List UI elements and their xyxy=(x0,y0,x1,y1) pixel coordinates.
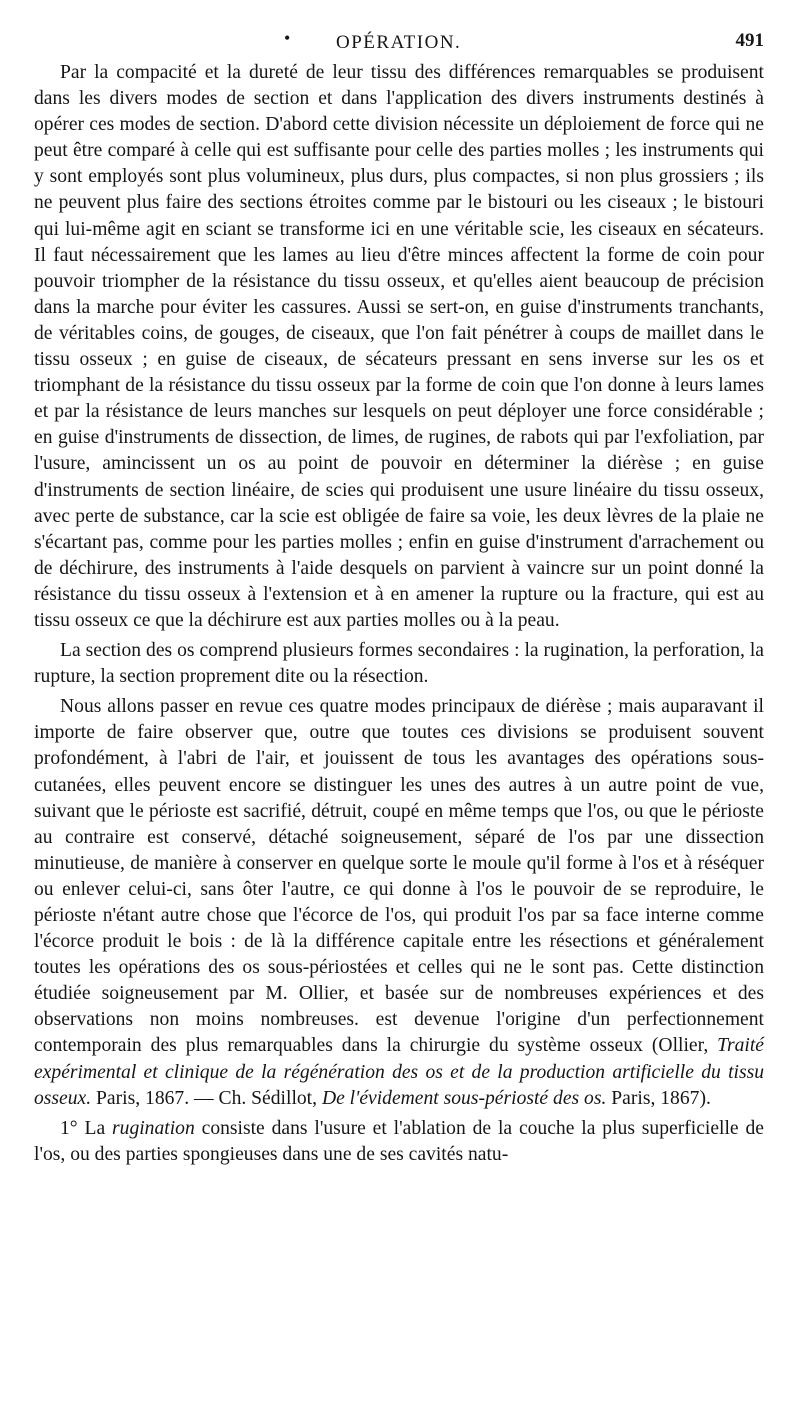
reference-title: Traité expérimental et clinique de la régénération des os et de la production artificielle du tissu osseux. xyxy=(34,1035,764,1109)
paragraph-secondary-forms: La section des os comprend plusieurs formes secondaires : la rugination, la perforation, la rupture, la section proprement dite ou la résection. xyxy=(34,640,764,688)
body-text xyxy=(34,60,764,1168)
paragraph-text: consiste dans l'usure et l'ablation de la couche la plus superficielle de l'os, ou des parties spongieuses dans une de ses cavités natu- xyxy=(34,1117,764,1165)
paragraph-periosteum xyxy=(34,694,764,1112)
paragraph-rugination xyxy=(34,1116,764,1168)
paragraph-bone-section-instruments: Par la compacité et la dureté de leur tissu des différences remarquables se produisent dans les divers modes de section et dans l'application des divers instruments destinés à opérer ces modes de section. D'abord cette division nécessite un déploiement de force qui ne peut être comparé à celle qui est suffisante pour celle des parties molles ; les instruments qui y sont employés sont plus volumineux, plus durs, plus compactes, si non plus grossiers ; ils ne peuvent plus faire des sections étroites comme par le bistouri ou les ciseaux ; le bistouri qui lui-même agit en sciant se transforme ici en une véritable scie, les ciseaux en sécateurs. Il faut nécessairement que les lames au lieu d'être minces affectent la forme de coin pour pouvoir triompher de la résistance du tissu osseux, et qu'elles aient beaucoup de précision dans la marche pour éviter les cassures. Aussi se sert-on, en guise d'instruments tranchants, de véritables coins, de gouges, de ciseaux, que l'on fait pénétrer à coups de maillet dans le tissu osseux ; en guise de ciseaux, de sécateurs pressant en sens inverse sur les os et triomphant de la résistance du tissu osseux par la forme de coin que l'on donne à leurs lames et par la résistance de leurs manches sur lesquels on peut déployer une force considérable ; en guise d'instruments de dissection, de limes, de rugines, de rabots qui par l'exfoliation, par l'usure, amincissent un os au point de pouvoir en déterminer la diérèse ; en guise d'instruments de section linéaire, de scies qui produisent une usure linéaire du tissu osseux, avec perte de substance, car la scie est obligée de faire sa voie, les deux lèvres de la plaie ne s'écartant pas, comme pour les parties molles ; enfin en guise d'instrument d'arrachement ou de déchirure, des instruments à l'aide desquels on parvient à vaincre sur un point donné la résistance du tissu osseux à l'extension et à en amener la rupture ou la fracture, qui est au tissu osseux ce que la déchirure est aux parties molles ou à la peau. xyxy=(34,62,764,631)
page-number: 491 xyxy=(735,30,764,51)
running-header xyxy=(34,24,764,60)
paragraph-text: Paris, 1867. — Ch. Sédillot, xyxy=(91,1087,322,1109)
paragraph-text: Paris, 1867). xyxy=(606,1087,711,1109)
reference-title: De l'évidement sous-périosté des os. xyxy=(321,1087,607,1109)
header-dot: • xyxy=(284,28,291,48)
book-page xyxy=(34,24,764,1168)
paragraph-text: Nous allons passer en revue ces quatre modes principaux de diérèse ; mais auparavant il importe de faire observer que, outre que toutes ces divisions se produisent souvent profondément, à l'abri de l'air, et jouissent de tous les avantages des opérations sous-cutanées, elles peuvent encore se distinguer les unes des autres à un autre point de vue, suivant que le périoste est sacrifié, détruit, coupé en même temps que l'os, ou que le périoste au contraire est conservé, détaché soigneusement, séparé de l'os par une dissection minutieuse, de manière à conserver en quelque sorte le moule qu'il forme à l'os et à réséquer ou enlever celui-ci, sans ôter l'autre, ce qui donne à l'os le pouvoir de se reproduire, le périoste n'étant autre chose que l'écorce de l'os, qui produit l'os par sa face interne comme l'écorce produit le bois : de là la différence capitale entre les résections et généralement toutes les opérations des os sous-périostées et celles qui ne le sont pas. Cette distinction étudiée soigneusement par M. Ollier, et basée sur de nombreuses expériences et des observations non moins nombreuses. est devenue l'origine d'un perfectionnement contemporain des plus remarquables dans la chirurgie du système osseux (Ollier, xyxy=(34,696,764,1057)
header-title: OPÉRATION. xyxy=(336,32,462,53)
defined-term: rugination xyxy=(112,1117,195,1139)
section-number: 1° La xyxy=(60,1117,113,1139)
